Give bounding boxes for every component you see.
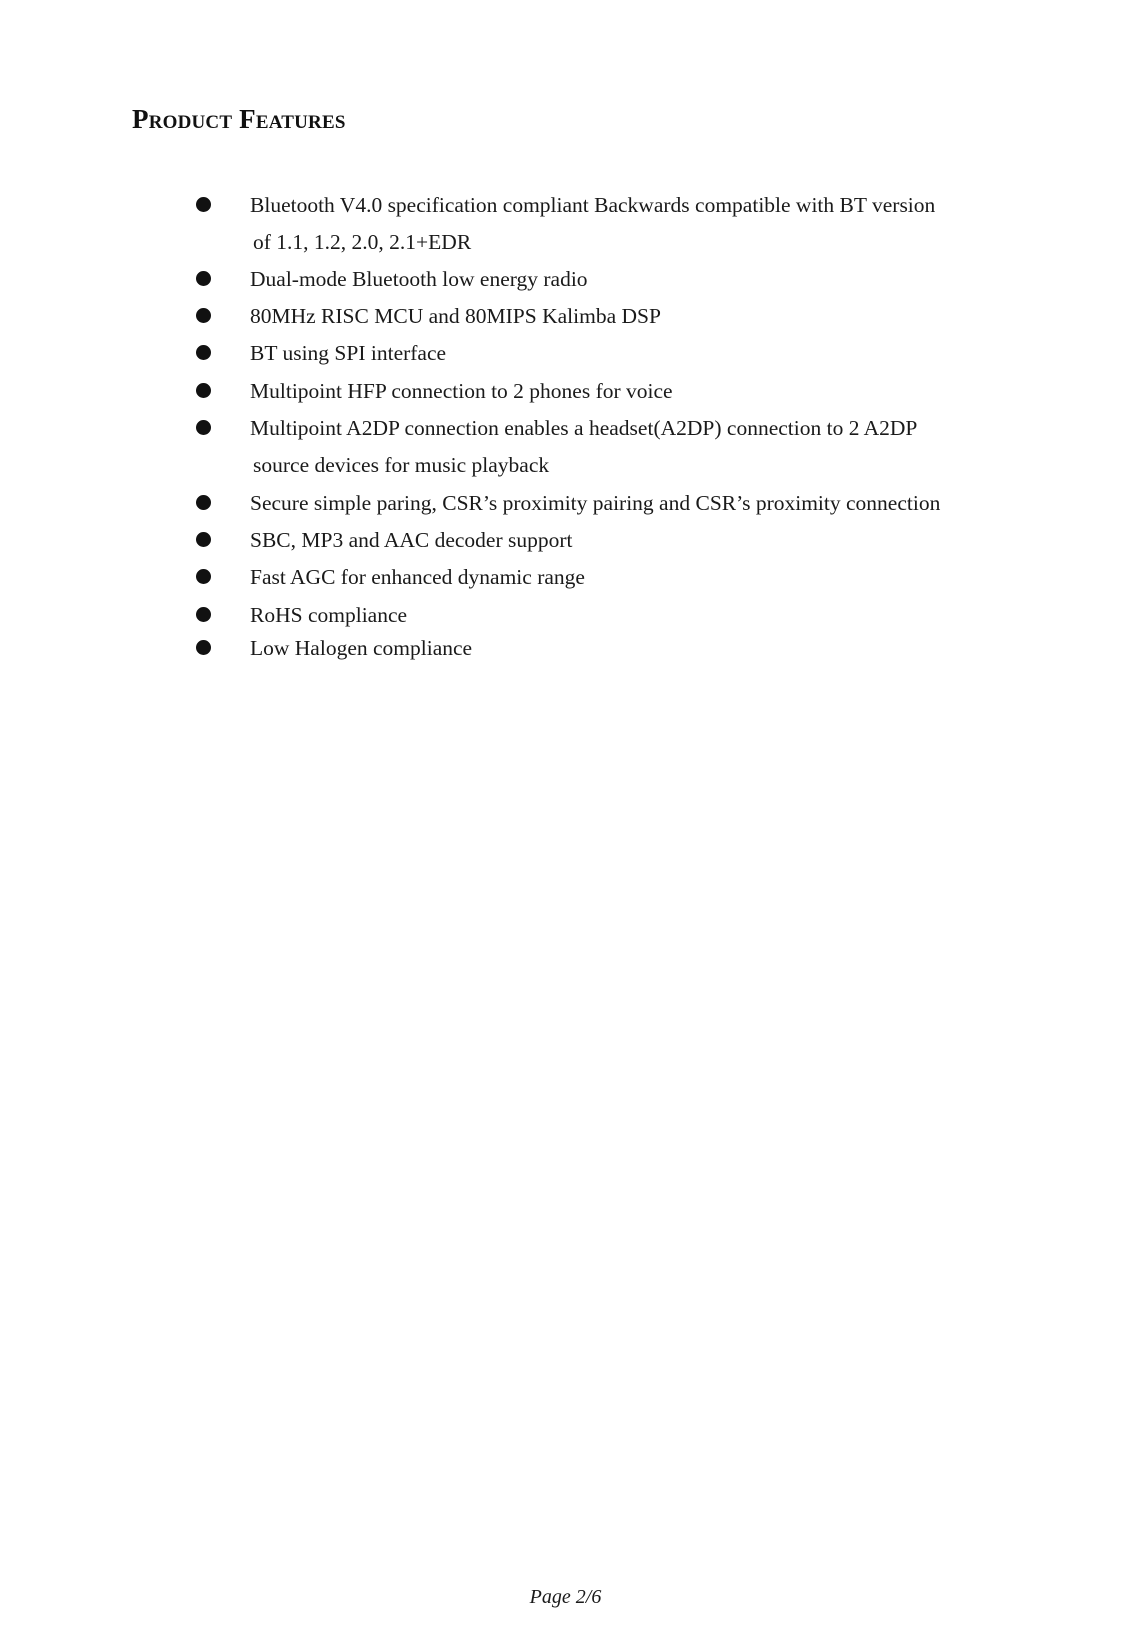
bullet-icon xyxy=(196,271,211,286)
list-item-continuation: source devices for music playback xyxy=(253,453,550,477)
page-number: Page 2/6 xyxy=(529,1586,602,1608)
bullet-icon xyxy=(196,607,211,622)
list-item-text: RoHS compliance xyxy=(250,603,408,627)
bullet-icon xyxy=(196,383,211,398)
list-item-text: SBC, MP3 and AAC decoder support xyxy=(250,528,573,552)
bullet-icon xyxy=(196,420,211,435)
list-item-text xyxy=(250,410,1010,484)
bullet-icon xyxy=(196,495,211,510)
list-item-text: BT using SPI interface xyxy=(250,341,447,365)
bullet-icon xyxy=(196,345,211,360)
list-item-text: Multipoint HFP connection to 2 phones for voice xyxy=(250,379,673,403)
list-item-continuation: of 1.1, 1.2, 2.0, 2.1+EDR xyxy=(253,230,472,254)
list-item-line: Multipoint A2DP connection enables a headset(A2DP) connection to 2 A2DP xyxy=(250,416,918,440)
list-item-text xyxy=(250,187,1010,261)
bullet-icon xyxy=(196,640,211,655)
list-item-text: Low Halogen compliance xyxy=(250,636,473,660)
bullet-icon xyxy=(196,569,211,584)
list-item-text: 80MHz RISC MCU and 80MIPS Kalimba DSP xyxy=(250,304,661,328)
bullet-icon xyxy=(196,308,211,323)
bullet-icon xyxy=(196,197,211,212)
list-item-text: Dual-mode Bluetooth low energy radio xyxy=(250,267,588,291)
bullet-icon xyxy=(196,532,211,547)
list-item-line: Bluetooth V4.0 specification compliant Backwards compatible with BT version xyxy=(250,193,936,217)
section-heading: Product Features xyxy=(132,104,346,134)
list-item-text: Fast AGC for enhanced dynamic range xyxy=(250,565,585,589)
list-item-text: Secure simple paring, CSR’s proximity pairing and CSR’s proximity connection xyxy=(250,491,941,515)
